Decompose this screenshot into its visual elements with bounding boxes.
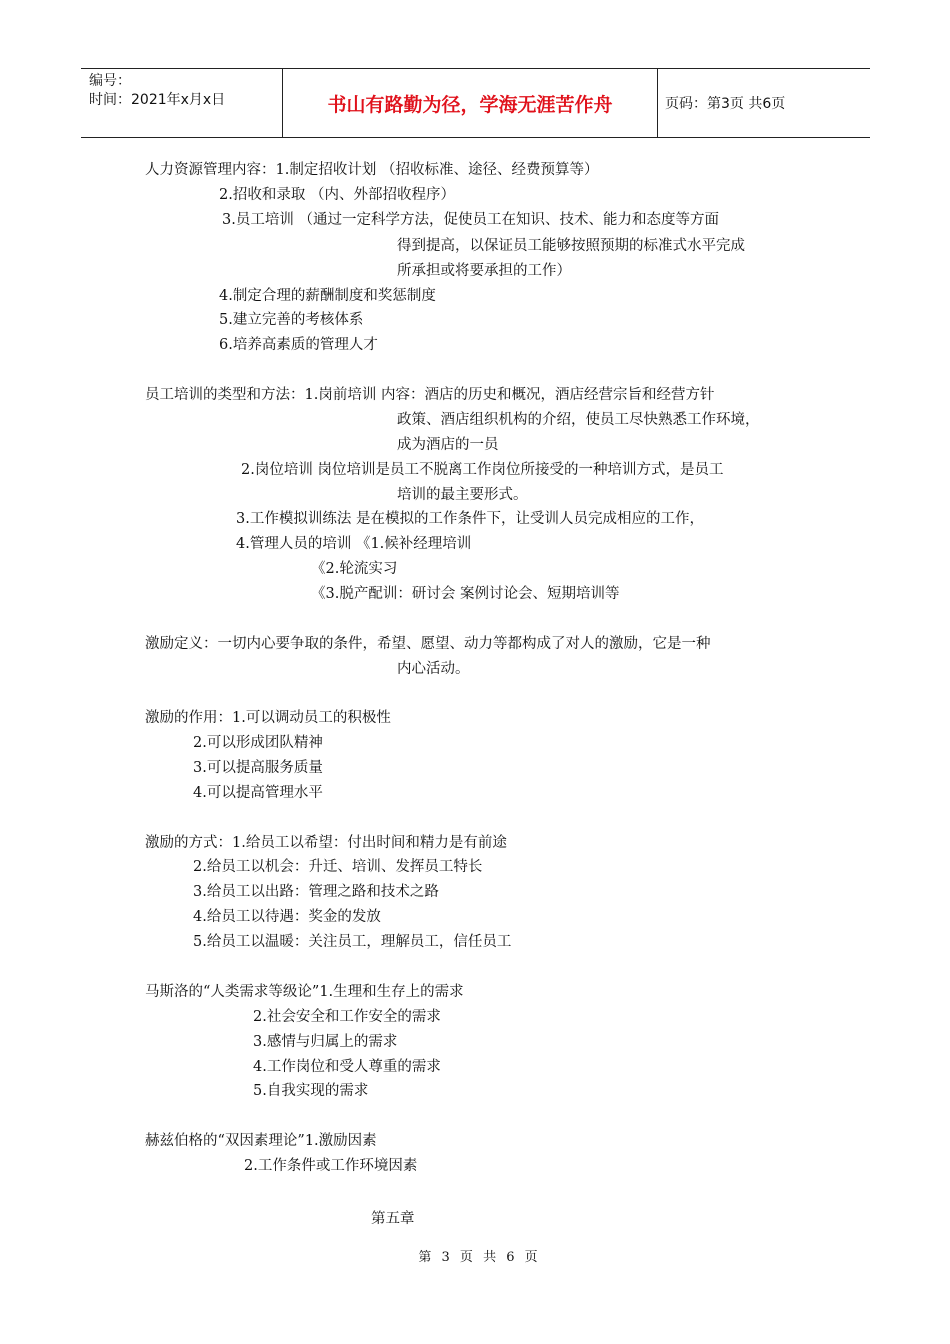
text-line: 4.管理人员的培训 《1.候补经理培训	[236, 536, 472, 552]
text-line: 3.工作模拟训练法 是在模拟的工作条件下，让受训人员完成相应的工作，	[236, 511, 704, 527]
text-line: 激励的作用：1.可以调动员工的积极性	[145, 710, 391, 726]
text-line: 内心活动。	[397, 661, 470, 677]
text-line: 《2.轮流实习	[311, 561, 398, 577]
number-label: 编号：	[89, 73, 131, 89]
header-page-info: 页码：第3页 共6页	[665, 96, 786, 112]
text-line: 5.自我实现的需求	[253, 1083, 369, 1099]
text-line: 激励定义：一切内心要争取的条件，希望、愿望、动力等都构成了对人的激励，它是一种	[145, 636, 711, 652]
text-line: 5.给员工以温暖：关注员工，理解员工，信任员工	[193, 934, 512, 950]
text-line: 4.工作岗位和受人尊重的需求	[253, 1059, 441, 1075]
text-line: 政策、酒店组织机构的介绍，使员工尽快熟悉工作环境，	[397, 412, 760, 428]
time-label: 时间：2021年x月x日	[89, 92, 226, 108]
footer-ye: 页	[524, 1250, 538, 1265]
text-line: 培训的最主要形式。	[397, 487, 528, 503]
text-line: 2.社会安全和工作安全的需求	[253, 1009, 441, 1025]
text-line: 2.给员工以机会：升迁、培训、发挥员工特长	[193, 859, 483, 875]
text-line: 4.可以提高管理水平	[193, 785, 323, 801]
footer-ye: 页	[459, 1250, 473, 1265]
text-line: 员工培训的类型和方法：1.岗前培训 内容：酒店的历史和概况，酒店经营宗旨和经营方针	[145, 387, 715, 403]
footer-gong: 共	[483, 1250, 497, 1265]
header-meta	[89, 72, 225, 110]
text-line: 马斯洛的“人类需求等级论”1.生理和生存上的需求	[145, 984, 464, 1000]
text-line: 2.可以形成团队精神	[193, 735, 323, 751]
text-line: 4.给员工以待遇：奖金的发放	[193, 909, 381, 925]
text-line: 赫兹伯格的“双因素理论”1.激励因素	[145, 1133, 377, 1149]
text-line: 4.制定合理的薪酬制度和奖惩制度	[219, 288, 436, 304]
chapter-heading: 第五章	[371, 1211, 415, 1227]
text-line: 2.工作条件或工作环境因素	[244, 1158, 418, 1174]
text-line: 2.岗位培训 岗位培训是员工不脱离工作岗位所接受的一种培训方式，是员工	[241, 462, 724, 478]
text-line: 所承担或将要承担的工作）	[397, 263, 571, 279]
page-footer	[0, 1246, 950, 1265]
footer-di: 第	[418, 1250, 432, 1265]
text-line: 3.可以提高服务质量	[193, 760, 323, 776]
text-line: 《3.脱产配训：研讨会 案例讨论会、短期培训等	[311, 586, 620, 602]
footer-total-pages: 6	[506, 1250, 515, 1265]
page-header	[81, 68, 870, 138]
text-line: 2.招收和录取 （内、外部招收程序）	[219, 187, 455, 203]
header-divider	[657, 69, 658, 137]
text-line: 人力资源管理内容：1.制定招收计划 （招收标准、途径、经费预算等）	[145, 162, 599, 178]
text-line: 6.培养高素质的管理人才	[219, 337, 378, 353]
text-line: 成为酒店的一员	[397, 437, 499, 453]
header-motto: 书山有路勤为径，学海无涯苦作舟	[327, 93, 613, 116]
text-line: 3.员工培训 （通过一定科学方法，促使员工在知识、技术、能力和态度等方面	[222, 212, 719, 228]
text-line: 激励的方式：1.给员工以希望：付出时间和精力是有前途	[145, 835, 507, 851]
text-line: 3.感情与归属上的需求	[253, 1034, 398, 1050]
text-line: 3.给员工以出路：管理之路和技术之路	[193, 884, 439, 900]
text-line: 5.建立完善的考核体系	[219, 312, 364, 328]
footer-page-number: 3	[441, 1250, 450, 1265]
text-line: 得到提高，以保证员工能够按照预期的标准式水平完成	[397, 238, 745, 254]
